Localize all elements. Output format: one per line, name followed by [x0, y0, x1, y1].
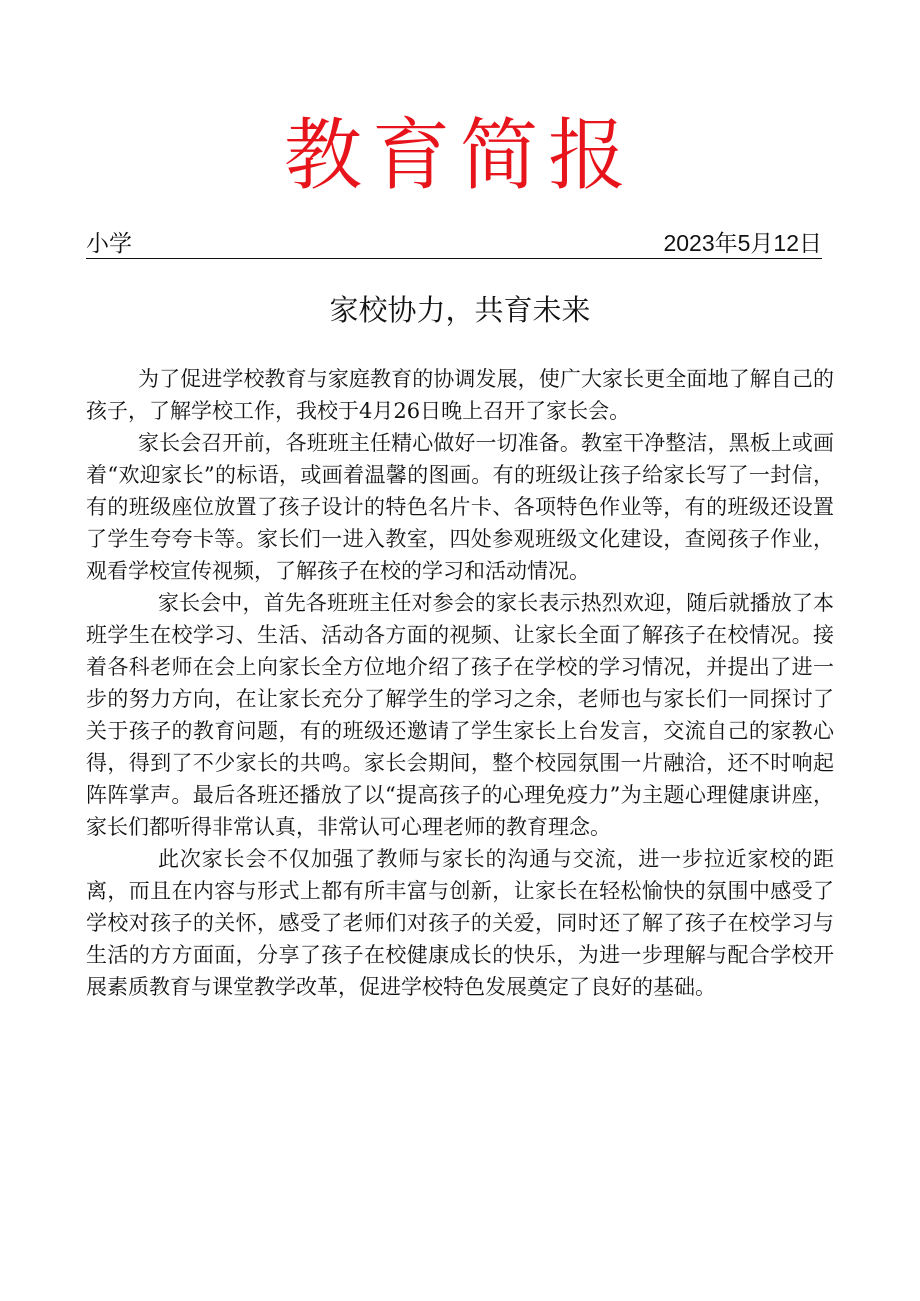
- article-headline: 家校协力，共育未来: [329, 293, 591, 327]
- school-name: 小学: [86, 230, 132, 256]
- masthead-title: 教育简报: [283, 111, 636, 201]
- article-paragraph-1: 为了促进学校教育与家庭教育的协调发展，使广大家长更全面地了解自己的孩子，了解学校工作，我校于4月26日晚上召开了家长会。: [86, 367, 834, 423]
- article-paragraph-3: 家长会中，首先各班班主任对参会的家长表示热烈欢迎，随后就播放了本班学生在校学习、生活、活动各方面的视频、让家长全面了解孩子在校情况。接着各科老师在会上向家长全方位地介绍了孩子在学校的学习情况，并提出了进一步的努力方向，在让家长充分了解学生的学习之余，老师也与家长们一同探讨了关于孩子的教育问题，有的班级还邀请了学生家长上台发言，交流自己的家教心得，得到了不少家长的共鸣。家长会期间，整个校园氛围一片融洽，还不时响起阵阵掌声。最后各班还播放了以“提高孩子的心理免疫力”为主题心理健康讲座，家长们都听得非常认真，非常认可心理老师的教育理念。: [86, 591, 834, 839]
- article-paragraph-4: 此次家长会不仅加强了教师与家长的沟通与交流，进一步拉近家校的距离，而且在内容与形式上都有所丰富与创新，让家长在轻松愉快的氛围中感受了学校对孩子的关怀，感受了老师们对孩子的关爱，同时还了解了孩子在校学习与生活的方方面面，分享了孩子在校健康成长的快乐，为进一步理解与配合学校开展素质教育与课堂教学改革，促进学校特色发展奠定了良好的基础。: [86, 847, 834, 999]
- info-line: [86, 226, 822, 259]
- issue-date: 2023年5月12日: [663, 230, 822, 256]
- article-paragraph-2: 家长会召开前，各班班主任精心做好一切准备。教室干净整洁，黑板上或画着“欢迎家长”的标语，或画着温馨的图画。有的班级让孩子给家长写了一封信，有的班级座位放置了孩子设计的特色名片卡、各项特色作业等，有的班级还设置了学生夸夸卡等。家长们一进入教室，四处参观班级文化建设，查阅孩子作业，观看学校宣传视频，了解孩子在校的学习和活动情况。: [86, 431, 834, 583]
- article-body: [86, 363, 834, 1003]
